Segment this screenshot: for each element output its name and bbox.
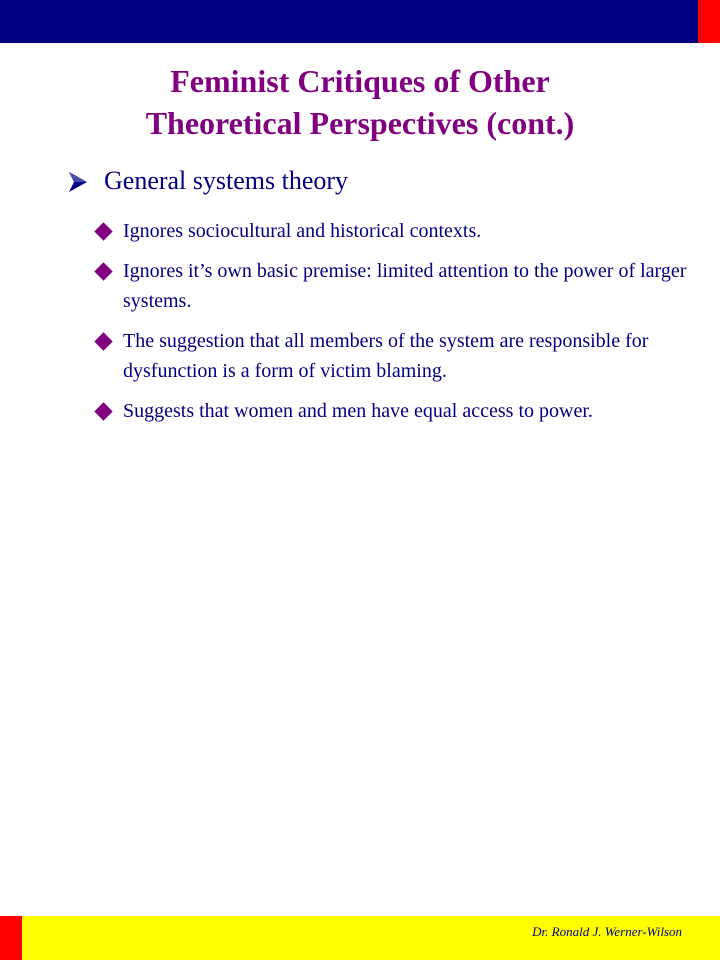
list-item-text: Ignores sociocultural and historical contexts.: [123, 220, 482, 242]
main-bullet-text: General systems theory: [104, 166, 349, 195]
list-item: [94, 396, 694, 426]
list-item: [94, 256, 694, 316]
diamond-bullet-icon: [94, 222, 112, 240]
list-item-text: Suggests that women and men have equal access to power.: [123, 400, 593, 422]
list-item: [94, 326, 694, 386]
footer-accent: [0, 916, 22, 960]
list-item-text: The suggestion that all members of the system are responsible for dysfunction is a form of victim blaming.: [123, 330, 649, 382]
footer-author: Dr. Ronald J. Werner-Wilson: [532, 924, 682, 939]
sub-bullet-list: [94, 216, 694, 436]
main-bullet: [68, 166, 348, 196]
header-bar: [0, 0, 698, 43]
diamond-bullet-icon: [94, 332, 112, 350]
slide-title-line-1: Feminist Critiques of Other: [170, 63, 550, 99]
diamond-bullet-icon: [94, 262, 112, 280]
arrowhead-bullet-icon: [68, 170, 88, 192]
list-item: [94, 216, 694, 246]
slide-title-line-2: Theoretical Perspectives (cont.): [145, 105, 575, 141]
diamond-bullet-icon: [94, 402, 112, 420]
slide-title: [40, 60, 680, 144]
header-accent: [698, 0, 720, 43]
list-item-text: Ignores it’s own basic premise: limited attention to the power of larger systems.: [123, 260, 687, 312]
